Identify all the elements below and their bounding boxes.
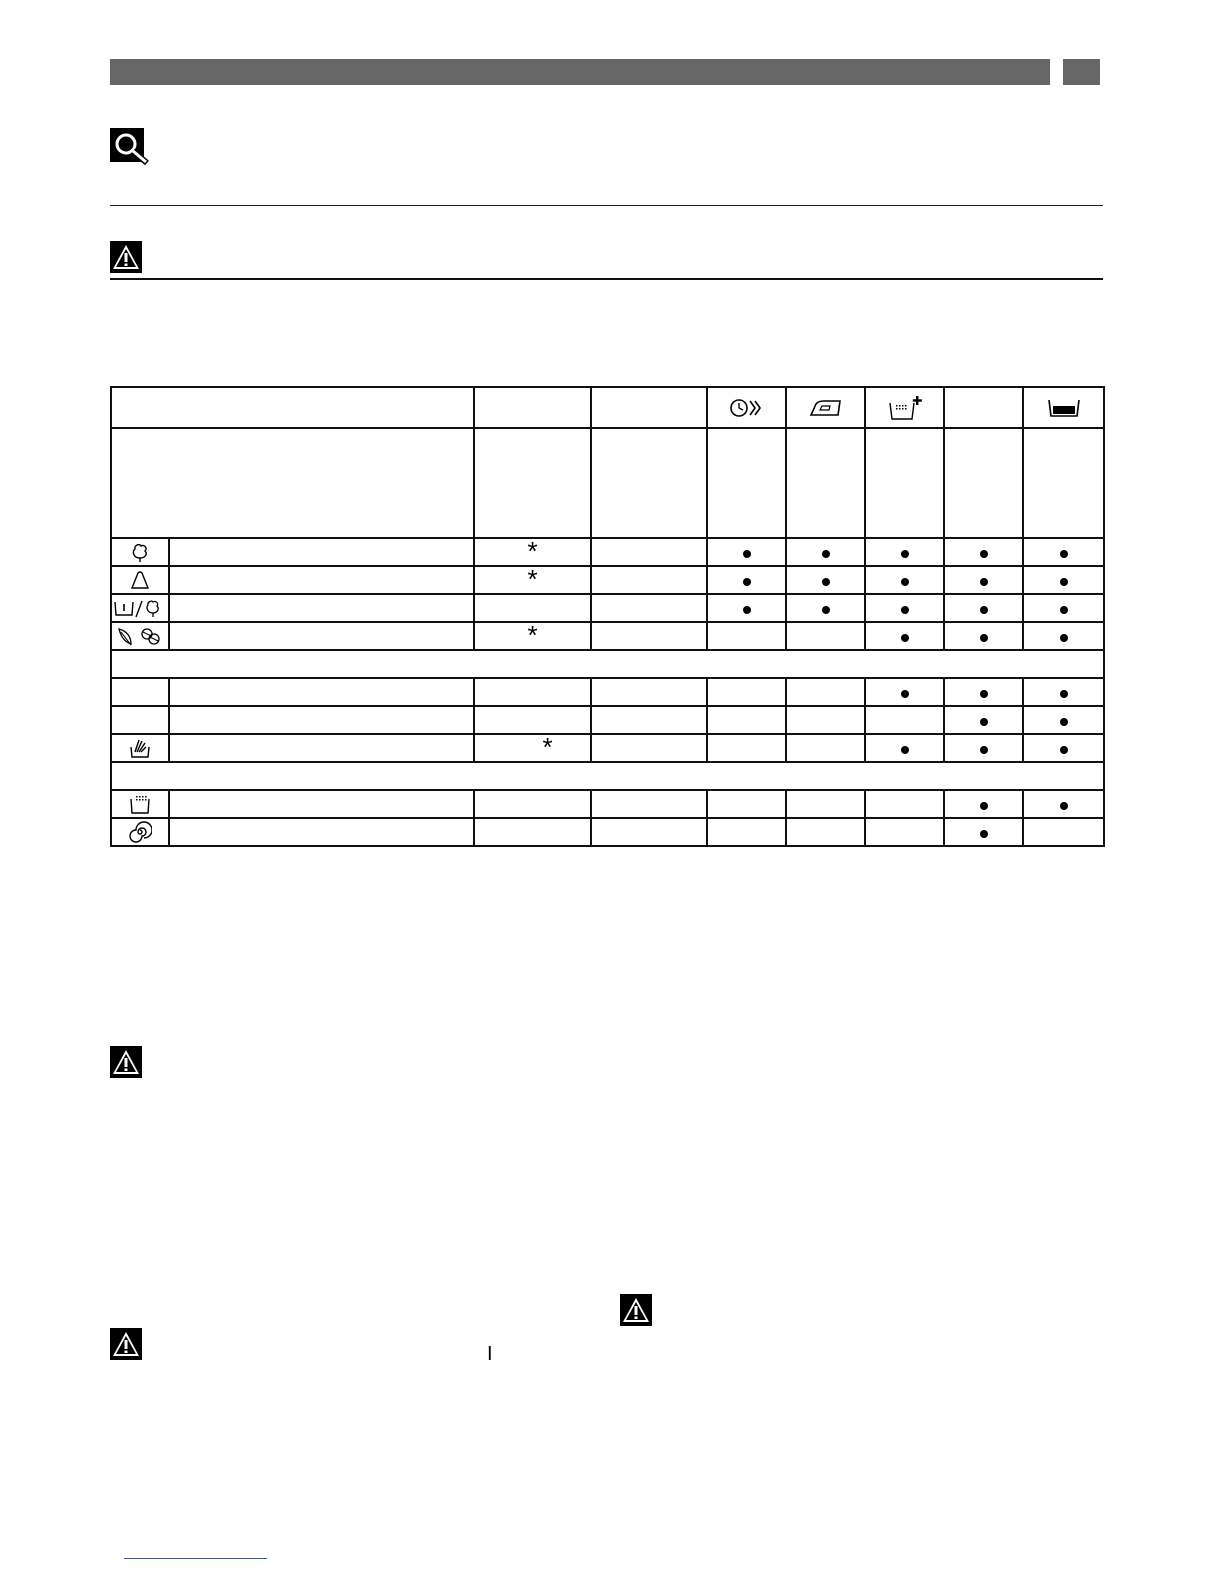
delicates-wool-icon — [111, 622, 169, 650]
option-dot — [743, 606, 751, 614]
warning-icon — [620, 1294, 652, 1331]
table-section-row — [111, 762, 1104, 790]
rinse-hold-icon — [1023, 387, 1104, 428]
option-dot — [822, 550, 830, 558]
table-row — [111, 734, 1104, 762]
header-cell-temp — [474, 387, 591, 428]
option-dot — [822, 606, 830, 614]
synthetics-icon — [111, 566, 169, 594]
header-cell-empty — [944, 387, 1023, 428]
option-dot — [980, 802, 988, 810]
warning-icon — [110, 241, 142, 278]
option-dot — [980, 830, 988, 838]
option-dot — [1060, 606, 1068, 614]
table-row — [111, 622, 1104, 650]
warning-icon — [110, 1328, 142, 1365]
table-row — [111, 678, 1104, 706]
option-dot — [901, 690, 909, 698]
table-row — [111, 538, 1104, 566]
iron-icon — [786, 387, 865, 428]
option-dot — [822, 578, 830, 586]
footer-link-underline[interactable] — [124, 1558, 267, 1559]
option-dot — [1060, 550, 1068, 558]
page-tab — [1063, 59, 1100, 85]
table-row — [111, 566, 1104, 594]
header-bar — [110, 59, 1050, 85]
option-dot — [1060, 634, 1068, 642]
options-table — [110, 386, 1105, 847]
option-dot — [1060, 802, 1068, 810]
extra-rinse-icon — [865, 387, 944, 428]
section-divider — [110, 205, 1103, 206]
option-dot — [901, 746, 909, 754]
option-dot — [1060, 746, 1068, 754]
option-dot — [980, 606, 988, 614]
cotton-icon — [111, 538, 169, 566]
header-cell-spin — [591, 387, 707, 428]
option-dot — [980, 746, 988, 754]
prewash-cotton-icon — [111, 594, 169, 622]
warning-underline — [110, 278, 1103, 280]
handwash-icon — [111, 734, 169, 762]
table-subheader-row — [111, 428, 1104, 538]
spin-icon — [111, 818, 169, 846]
star-mark: * — [527, 563, 538, 594]
option-dot — [980, 634, 988, 642]
magnifier-icon — [110, 128, 150, 171]
option-dot — [901, 578, 909, 586]
star-mark: * — [527, 535, 538, 566]
star-mark: * — [527, 619, 538, 650]
option-dot — [743, 550, 751, 558]
table-row — [111, 706, 1104, 734]
text-cursor-mark: I — [487, 1343, 493, 1365]
rinse-icon — [111, 790, 169, 818]
star-mark: * — [542, 731, 553, 762]
table-row — [111, 818, 1104, 846]
option-dot — [1060, 578, 1068, 586]
option-dot — [1060, 690, 1068, 698]
time-saver-icon — [707, 387, 786, 428]
option-dot — [980, 690, 988, 698]
option-dot — [901, 606, 909, 614]
option-dot — [901, 634, 909, 642]
option-dot — [980, 550, 988, 558]
header-cell-programme — [111, 387, 474, 428]
table-header-row — [111, 387, 1104, 428]
option-dot — [901, 550, 909, 558]
warning-icon — [110, 1046, 142, 1083]
option-dot — [1060, 718, 1068, 726]
table-section-row — [111, 650, 1104, 678]
option-dot — [980, 718, 988, 726]
table-row — [111, 594, 1104, 622]
option-dot — [743, 578, 751, 586]
option-dot — [980, 578, 988, 586]
table-row — [111, 790, 1104, 818]
